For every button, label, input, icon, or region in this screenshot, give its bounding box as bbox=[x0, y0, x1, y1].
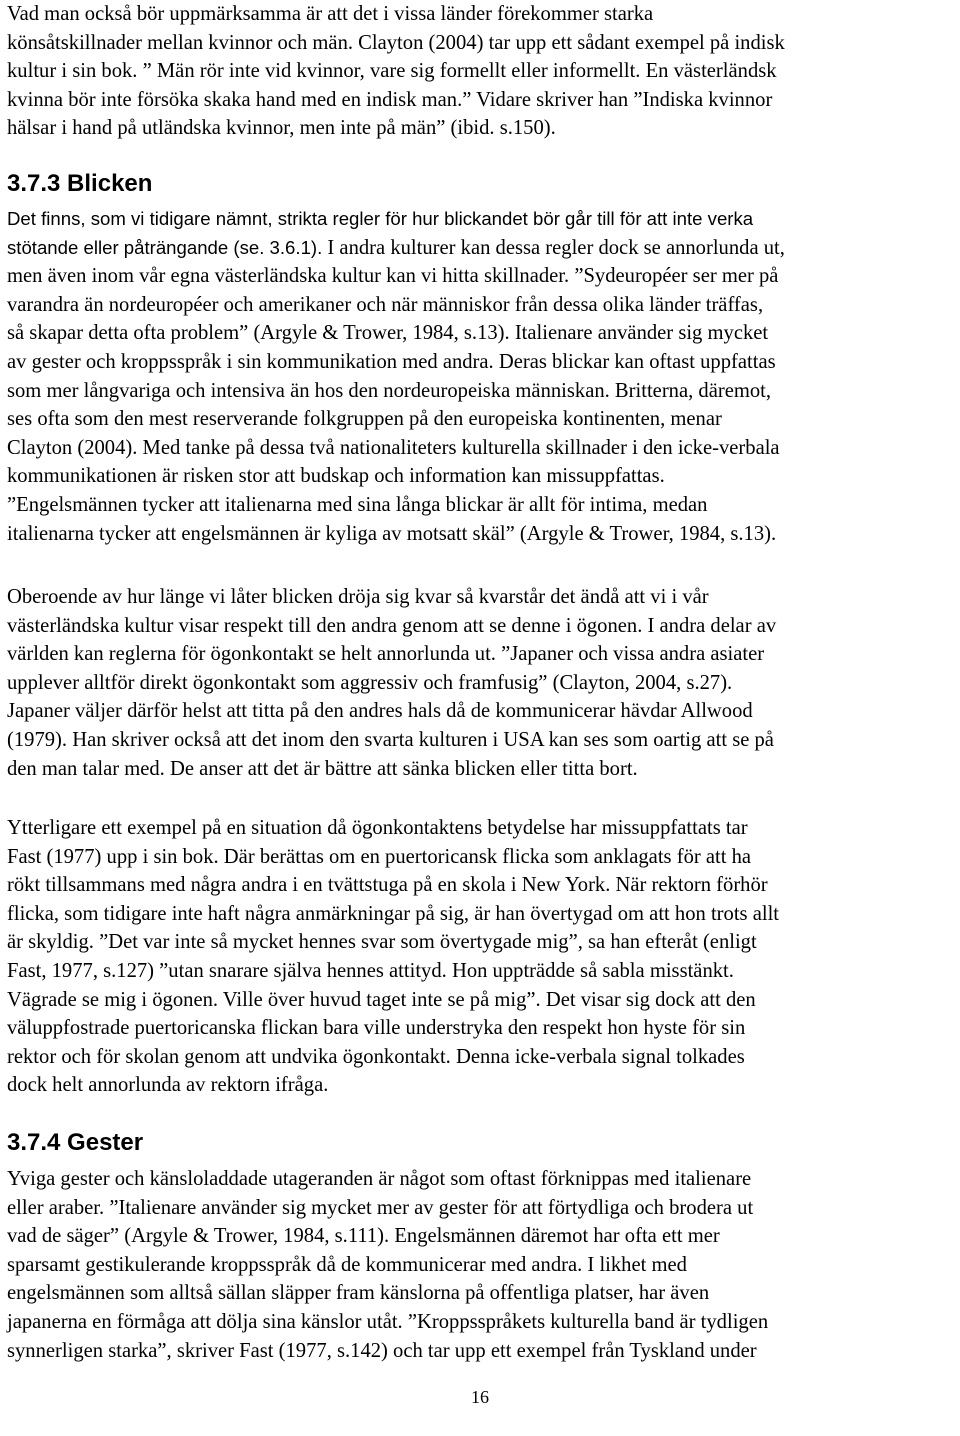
text-line: japanerna en förmåga att dölja sina känslor utåt. ”Kroppsspråkets kulturella band är tydligen bbox=[7, 1310, 769, 1333]
text-line: rökt tillsammans med några andra i en tvättstuga på en skola i New York. När rektorn förhör bbox=[7, 874, 768, 897]
page-number: 16 bbox=[471, 1387, 489, 1407]
text-line: västerländska kultur visar respekt till den andra genom att se denne i ögonen. I andra delar av bbox=[7, 614, 777, 637]
text-line: den man talar med. De anser att det är bättre att sänka blicken eller titta bort. bbox=[7, 757, 638, 780]
text-fragment-serif: I andra kulturer kan dessa regler dock se annorlunda ut, bbox=[322, 236, 785, 259]
text-line: Fast (1977) upp i sin bok. Där berättas om en puertoricansk flicka som anklagats för att ha bbox=[7, 845, 752, 868]
text-line: varandra än nordeuropéer och amerikaner och när människor från dessa olika länder träffas, bbox=[7, 293, 764, 316]
blicken-paragraph-3 bbox=[7, 814, 779, 1100]
text-line: Ytterligare ett exempel på en situation då ögonkontaktens betydelse har missuppfattats tar bbox=[7, 817, 748, 839]
text-line: Japaner väljer därför helst att titta på den andres hals då de kommunicerar hävdar Allwood bbox=[7, 700, 753, 723]
text-line: som mer långvariga och intensiva än hos den nordeuropeiska människan. Britterna, däremot, bbox=[7, 379, 772, 402]
text-line: väluppfostrade puertoricanska flickan bara ville understryka den respekt hon hyste för sin bbox=[7, 1017, 746, 1040]
text-line: engelsmännen som alltså sällan släpper fram känslorna på offentliga platser, har även bbox=[7, 1282, 710, 1305]
text-line-mixed bbox=[7, 234, 785, 263]
text-line: flicka, som tidigare inte haft några anmärkningar på sig, är han övertygad om att hon trots allt bbox=[7, 902, 780, 925]
text-line: synnerligen starka”, skriver Fast (1977, s.142) och tar upp ett exempel från Tyskland under bbox=[7, 1339, 757, 1362]
text-line: Vägrade se mig i ögonen. Ville över huvud taget inte se på mig”. Det visar sig dock att den bbox=[7, 988, 756, 1011]
text-line: Clayton (2004). Med tanke på dessa två nationaliteters kulturella skillnader i den icke-verbala bbox=[7, 436, 780, 459]
blicken-paragraph-1 bbox=[7, 205, 785, 548]
text-line: kvinna bör inte försöka skaka hand med en indisk man.” Vidare skriver han ”Indiska kvinnor bbox=[7, 88, 773, 111]
text-line: könsåtskillnader mellan kvinnor och män. Clayton (2004) tar upp ett sådant exempel på indisk bbox=[7, 31, 785, 54]
text-line: är skyldig. ”Det var inte så mycket hennes svar som övertygade mig”, sa han efteråt (enligt bbox=[7, 931, 757, 954]
text-line: eller araber. ”Italienare använder sig mycket mer av gester för att förtydliga och brodera ut bbox=[7, 1196, 754, 1219]
text-line: Vad man också bör uppmärksamma är att det i vissa länder förekommer starka bbox=[7, 3, 654, 25]
blicken-paragraph-2 bbox=[7, 583, 776, 783]
text-line: Yviga gester och känsloladdade utageranden är något som oftast förknippas med italienare bbox=[7, 1168, 752, 1190]
text-line: hälsar i hand på utländska kvinnor, men inte på män” (ibid. s.150). bbox=[7, 117, 556, 140]
text-line: av gester och kroppsspråk i sin kommunikation med andra. Deras blickar kan oftast uppfattas bbox=[7, 350, 776, 373]
text-line: kommunikationen är risken stor att budskap och information kan missuppfattas. bbox=[7, 465, 665, 488]
text-line: ”Engelsmännen tycker att italienarna med sina långa blickar är allt för intima, medan bbox=[7, 493, 708, 516]
text-line: vad de säger” (Argyle & Trower, 1984, s.111). Engelsmännen däremot har ofta ett mer bbox=[7, 1225, 720, 1248]
text-fragment-sans: stötande eller påträngande (se. 3.6.1). bbox=[7, 236, 323, 258]
text-line: sparsamt gestikulerande kroppsspråk då de kommunicerar med andra. I likhet med bbox=[7, 1253, 687, 1276]
text-line: ses ofta som den mest reserverande folkgruppen på den europeiska kontinenten, menar bbox=[7, 408, 722, 431]
text-line: upplever alltför direkt ögonkontakt som aggressiv och framfusig” (Clayton, 2004, s.27). bbox=[7, 671, 733, 694]
text-line: Fast, 1977, s.127) ”utan snarare själva hennes attityd. Hon uppträdde så sabla misstänkt. bbox=[7, 959, 734, 982]
section-heading-gester: 3.7.4 Gester bbox=[7, 1129, 144, 1156]
gester-paragraph bbox=[7, 1165, 768, 1365]
text-line: världen kan reglerna för ögonkontakt se helt annorlunda ut. ”Japaner och vissa andra asiater bbox=[7, 643, 765, 666]
text-line: dock helt annorlunda av rektorn ifråga. bbox=[7, 1074, 329, 1097]
text-line: Oberoende av hur länge vi låter blicken dröja sig kvar så kvarstår det ändå att vi i vår bbox=[7, 586, 709, 608]
intro-paragraph bbox=[7, 0, 785, 143]
text-line: rektor och för skolan genom att undvika ögonkontakt. Denna icke-verbala signal tolkades bbox=[7, 1045, 745, 1068]
text-line: men även inom vår egna västerländska kultur kan vi hitta skillnader. ”Sydeuropéer ser mer på bbox=[7, 265, 779, 288]
text-line: (1979). Han skriver också att det inom den svarta kulturen i USA kan ses som oartig att se på bbox=[7, 728, 774, 751]
text-line-sans: Det finns, som vi tidigare nämnt, strikta regler för hur blickandet bör går till för att inte verka bbox=[7, 208, 754, 229]
text-line: så skapar detta ofta problem” (Argyle & Trower, 1984, s.13). Italienare använder sig mycket bbox=[7, 322, 769, 345]
section-heading-blicken: 3.7.3 Blicken bbox=[7, 170, 153, 197]
text-line: kultur i sin bok. ” Män rör inte vid kvinnor, vare sig formellt eller informellt. En västerländsk bbox=[7, 60, 777, 83]
text-line: italienarna tycker att engelsmännen är kyliga av motsatt skäl” (Argyle & Trower, 1984, s.13). bbox=[7, 522, 777, 545]
